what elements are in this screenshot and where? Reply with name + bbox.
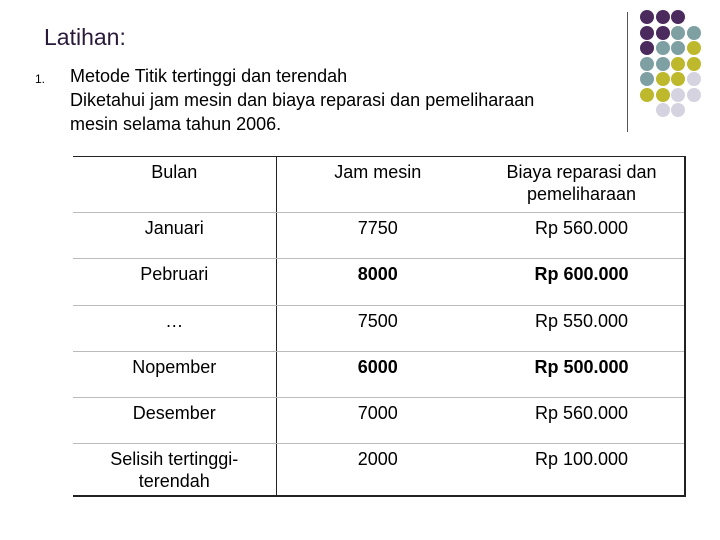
decorative-dot: [640, 57, 654, 71]
decorative-dot: [640, 10, 654, 24]
cell-biaya: Rp 560.000: [479, 398, 685, 444]
header-jam-mesin: Jam mesin: [276, 157, 479, 213]
decorative-dot: [640, 41, 654, 55]
decorative-dot: [640, 88, 654, 102]
cell-jam: 2000: [357, 449, 398, 469]
decorative-dot: [687, 57, 701, 71]
table-row: [73, 398, 685, 444]
decorative-dot: [687, 88, 701, 102]
decorative-dot: [656, 26, 670, 40]
list-number: 1.: [35, 72, 46, 86]
cell-biaya: Rp 560.000: [479, 213, 685, 259]
cell-bulan: Januari: [73, 213, 276, 259]
table-row: [73, 213, 685, 259]
decorative-dot: [671, 41, 685, 55]
table-row: [73, 444, 685, 496]
cell-biaya: Rp 600.000: [479, 259, 685, 306]
data-table: [73, 156, 686, 497]
decorative-dot: [640, 26, 654, 40]
cell-biaya: Rp 100.000: [534, 449, 629, 469]
cell-jam: 8000: [276, 259, 479, 306]
cell-jam: 7750: [276, 213, 479, 259]
decorative-dot: [640, 72, 654, 86]
cell-bulan: Desember: [73, 398, 276, 444]
intro-line: Diketahui jam mesin dan biaya reparasi dan pemeliharaan: [70, 90, 535, 110]
decorative-dot: [671, 26, 685, 40]
table-row: [73, 306, 685, 352]
decorative-dot: [671, 72, 685, 86]
cell-bulan: Selisih tertinggi-terendah: [73, 444, 276, 496]
decorative-dot: [687, 72, 701, 86]
table-header-row: [73, 157, 685, 213]
decorative-dot: [656, 72, 670, 86]
divider-line: [627, 12, 628, 132]
decorative-dot: [656, 103, 670, 117]
decorative-dot: [656, 57, 670, 71]
intro-text: [70, 64, 630, 136]
decorative-dot: [671, 103, 685, 117]
cell-jam: 7500: [276, 306, 479, 352]
decorative-dot: [687, 41, 701, 55]
decorative-dot-grid: [640, 10, 720, 120]
decorative-dot: [671, 57, 685, 71]
intro-line: Metode Titik tertinggi dan terendah: [70, 66, 348, 86]
decorative-dot: [687, 26, 701, 40]
decorative-dot: [671, 88, 685, 102]
header-bulan: Bulan: [73, 157, 276, 213]
decorative-dot: [656, 88, 670, 102]
cell-bulan: Pebruari: [73, 259, 276, 306]
cell-bulan: Nopember: [73, 352, 276, 398]
header-biaya: Biaya reparasi dan pemeliharaan: [479, 157, 685, 213]
decorative-dot: [656, 10, 670, 24]
cell-biaya: Rp 550.000: [479, 306, 685, 352]
intro-line: mesin selama tahun 2006.: [70, 114, 282, 134]
cell-jam: 7000: [276, 398, 479, 444]
cell-jam: 6000: [276, 352, 479, 398]
cell-bulan: …: [73, 306, 276, 352]
decorative-dot: [656, 41, 670, 55]
decorative-dot: [671, 10, 685, 24]
table-row: [73, 352, 685, 398]
table-row: [73, 259, 685, 306]
slide-title: Latihan:: [44, 24, 126, 50]
cell-biaya: Rp 500.000: [479, 352, 685, 398]
